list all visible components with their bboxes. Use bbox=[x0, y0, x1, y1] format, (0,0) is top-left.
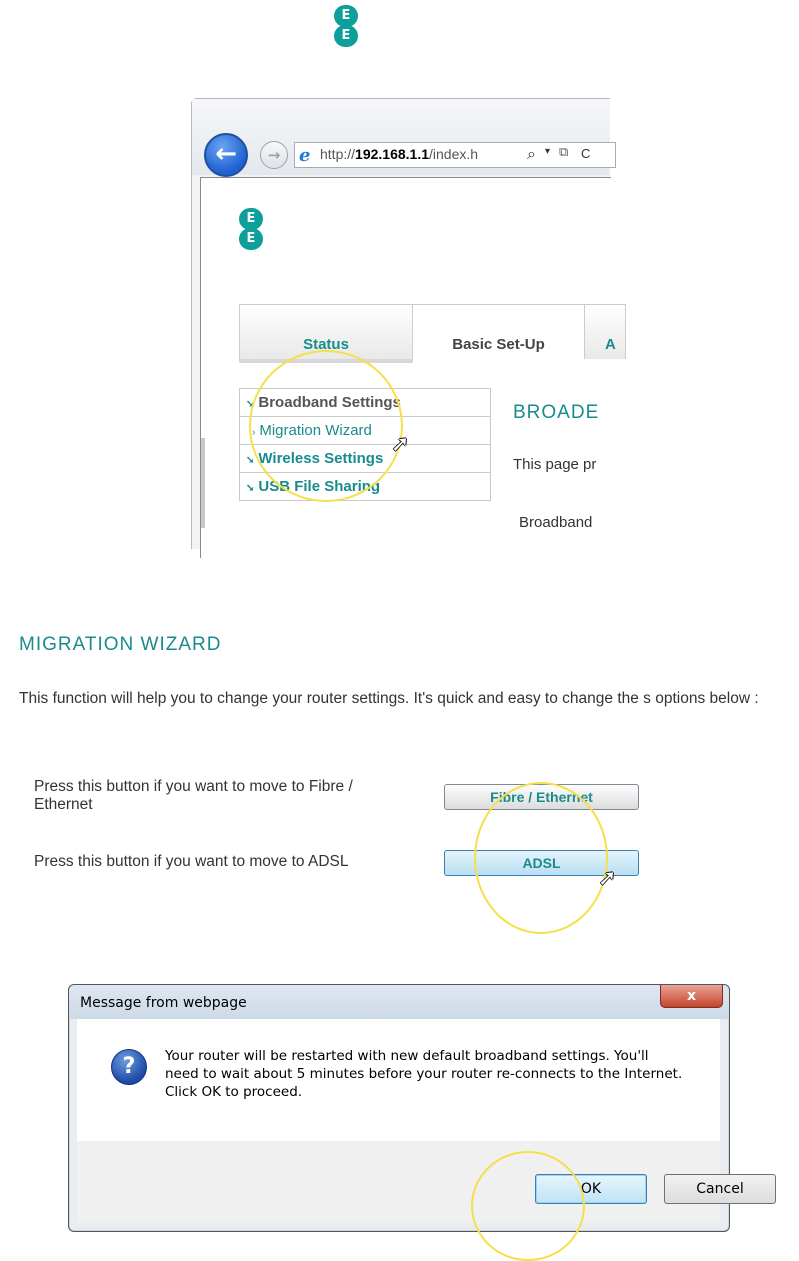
back-arrow-icon: ← bbox=[215, 139, 237, 169]
dropdown-icon[interactable]: ▾ bbox=[545, 146, 551, 157]
dialog-message: Your router will be restarted with new default broadband settings. You'll need to wait about 5 minutes before your router re-connects to the Internet. Click OK to proceed. bbox=[165, 1048, 683, 1100]
sidebar-item-label: Broadband Settings bbox=[258, 394, 401, 411]
browser-toolbar bbox=[192, 99, 610, 175]
fibre-instruction: Press this button if you want to move to Fibre / Ethernet bbox=[34, 778, 353, 813]
forward-button[interactable] bbox=[260, 141, 288, 169]
message-dialog bbox=[68, 984, 744, 1232]
adsl-instruction: Press this button if you want to move to ADSL bbox=[34, 853, 349, 870]
sidebar-item-label: USB File Sharing bbox=[258, 478, 381, 495]
ee-logo-letter: E bbox=[239, 208, 263, 230]
highlight-circle bbox=[249, 350, 403, 502]
tab-status-label: Status bbox=[303, 336, 349, 353]
search-icon[interactable]: ⌕ bbox=[527, 144, 536, 163]
ok-button[interactable]: OK bbox=[535, 1174, 647, 1204]
chevron-down-icon: ➘ bbox=[246, 399, 255, 410]
back-button[interactable] bbox=[204, 133, 248, 177]
ee-logo-letter: E bbox=[239, 228, 263, 250]
sidebar-item-label: Migration Wizard bbox=[259, 422, 372, 439]
tab-basic-setup[interactable] bbox=[412, 304, 585, 359]
dialog-title: Message from webpage bbox=[80, 995, 247, 1011]
adsl-button[interactable]: ADSL bbox=[444, 850, 639, 876]
dialog-body bbox=[77, 1019, 720, 1141]
migration-wizard-title: MIGRATION WIZARD bbox=[19, 634, 222, 655]
tab-advanced-label: A bbox=[605, 336, 616, 353]
refresh-icon[interactable]: C bbox=[581, 146, 591, 161]
chevron-down-icon: ➘ bbox=[246, 455, 255, 466]
tab-basic-setup-label: Basic Set-Up bbox=[452, 336, 545, 353]
close-icon: x bbox=[686, 988, 697, 1004]
close-button[interactable] bbox=[660, 985, 723, 1008]
fibre-ethernet-button[interactable]: Fibre / Ethernet bbox=[444, 784, 639, 810]
highlight-circle bbox=[474, 782, 608, 934]
address-bar[interactable] bbox=[294, 142, 616, 168]
forward-arrow-icon: → bbox=[267, 146, 281, 164]
page-intro-text: This page pr bbox=[513, 456, 597, 473]
migration-wizard-description: This function will help you to change your router settings. It's quick and easy to change the s options below : bbox=[19, 690, 759, 707]
ee-logo-letter: E bbox=[334, 25, 358, 47]
compatibility-view-icon[interactable]: ⧉ bbox=[559, 145, 569, 160]
cancel-button[interactable]: Cancel bbox=[664, 1174, 776, 1204]
address-url: http://192.168.1.1/index.h bbox=[320, 146, 479, 162]
page-body-text: Broadband bbox=[519, 514, 593, 531]
page-heading: BROADE bbox=[513, 402, 600, 423]
ee-logo bbox=[334, 5, 358, 47]
mouse-cursor-icon: ➚ bbox=[598, 866, 617, 891]
router-ee-logo bbox=[239, 208, 263, 250]
browser-window bbox=[191, 98, 616, 549]
chevron-down-icon: ➘ bbox=[246, 483, 255, 494]
tab-advanced[interactable] bbox=[584, 304, 626, 359]
mouse-cursor-icon: ➚ bbox=[391, 432, 410, 457]
highlight-circle bbox=[471, 1151, 585, 1261]
sidebar-item-label: Wireless Settings bbox=[258, 450, 384, 467]
chevron-right-icon: › bbox=[252, 427, 256, 438]
dialog-footer bbox=[77, 1141, 744, 1223]
question-icon: ? bbox=[111, 1049, 147, 1085]
scrollbar[interactable] bbox=[201, 438, 205, 528]
ee-logo-letter: E bbox=[334, 5, 358, 27]
dialog-titlebar bbox=[69, 985, 729, 1019]
router-webpage bbox=[200, 177, 616, 558]
ie-page-icon: e bbox=[299, 145, 311, 166]
